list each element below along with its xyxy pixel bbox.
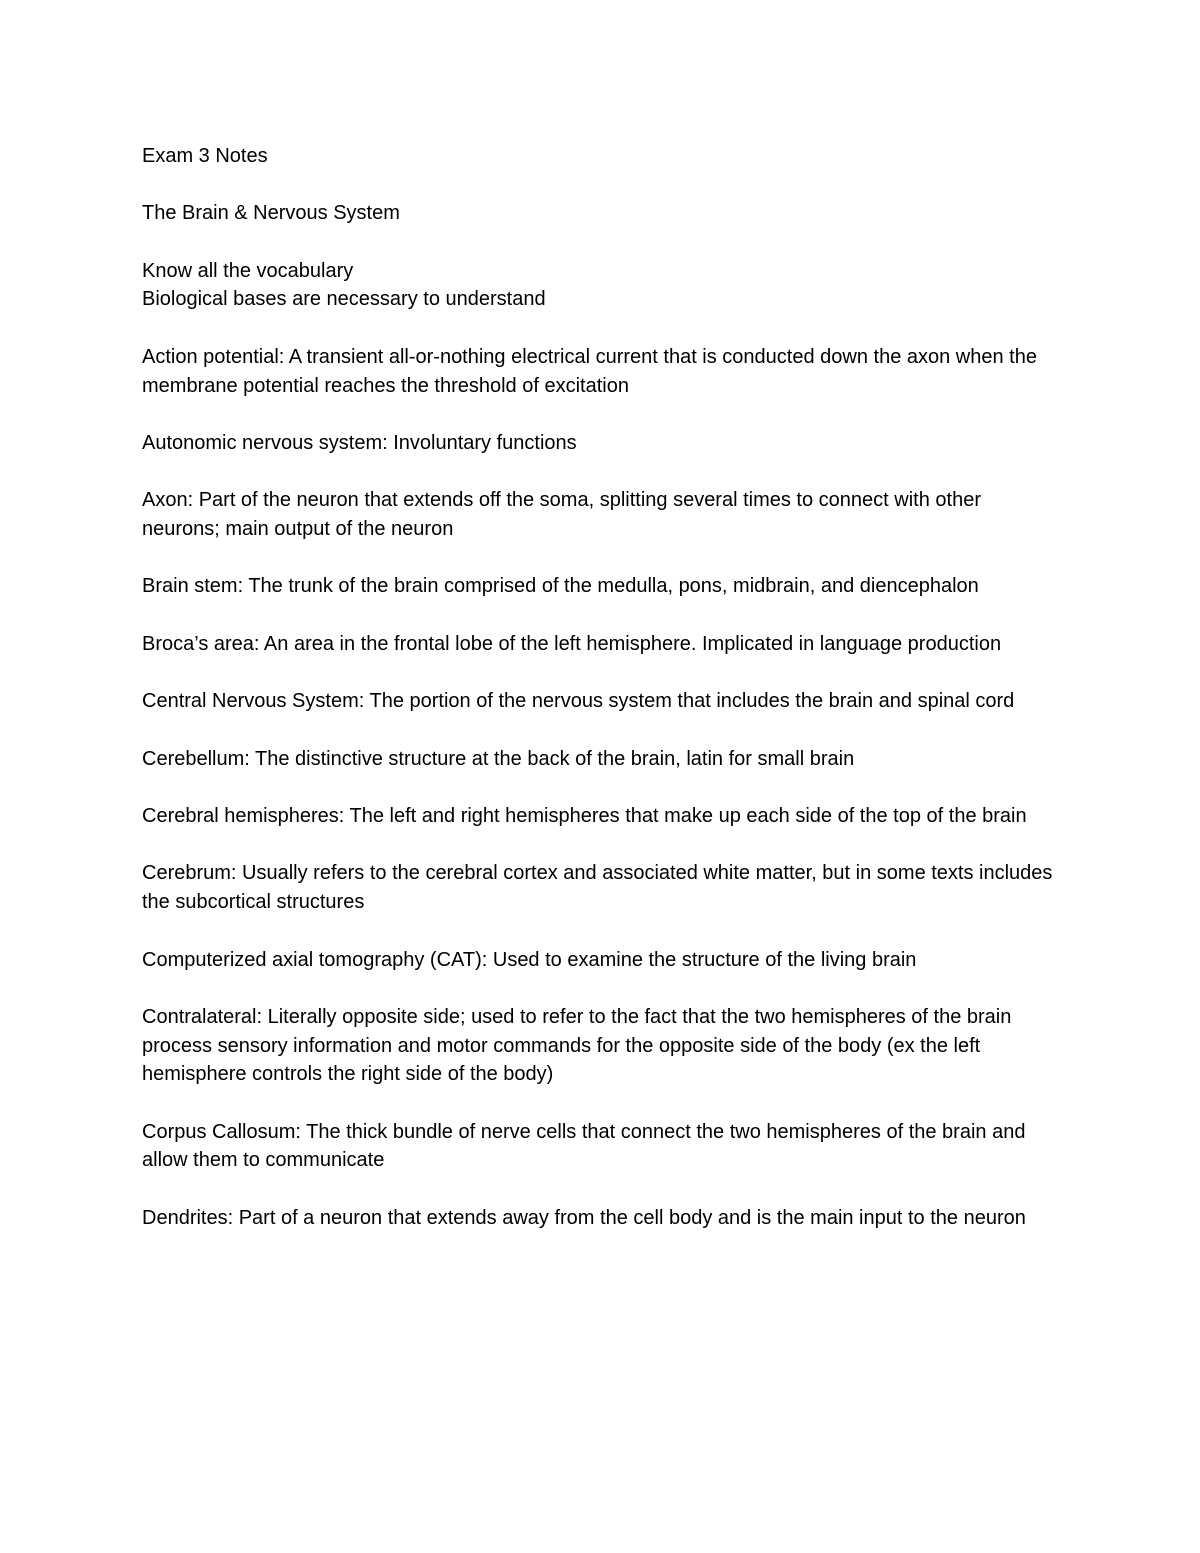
vocab-entry: Axon: Part of the neuron that extends off the soma, splitting several times to connect with other neurons; main output of the neuron xyxy=(142,489,981,541)
vocab-entry: Broca’s area: An area in the frontal lobe of the left hemisphere. Implicated in language production xyxy=(142,632,1002,655)
vocab-entry: Dendrites: Part of a neuron that extends away from the cell body and is the main input to the neuron xyxy=(142,1206,1026,1229)
spacer xyxy=(142,773,1062,802)
vocab-entry: Autonomic nervous system: Involuntary functions xyxy=(142,431,577,454)
spacer xyxy=(142,1089,1062,1118)
vocab-entry: Contralateral: Literally opposite side; used to refer to the fact that the two hemispheres of the brain process sensory information and motor commands for the opposite side of the body (ex the left hemisphere controls the right side of the body) xyxy=(142,1005,1012,1086)
spacer xyxy=(142,458,1062,487)
vocab-entry: Cerebral hemispheres: The left and right hemispheres that make up each side of the top of the brain xyxy=(142,805,1027,828)
vocab-entry: Central Nervous System: The portion of the nervous system that includes the brain and spinal cord xyxy=(142,690,1015,713)
intro-line: Biological bases are necessary to understand xyxy=(142,288,546,311)
vocab-entry: Brain stem: The trunk of the brain comprised of the medulla, pons, midbrain, and diencephalon xyxy=(142,575,979,598)
spacer xyxy=(142,314,1062,343)
spacer xyxy=(142,601,1062,630)
spacer xyxy=(142,1175,1062,1204)
spacer xyxy=(142,974,1062,1003)
spacer xyxy=(142,659,1062,688)
vocab-entry: Cerebrum: Usually refers to the cerebral cortex and associated white matter, but in some texts includes the subcortical structures xyxy=(142,862,1053,914)
spacer xyxy=(142,716,1062,745)
vocab-entry: Corpus Callosum: The thick bundle of nerve cells that connect the two hemispheres of the brain and allow them to communicate xyxy=(142,1120,1026,1172)
spacer xyxy=(142,831,1062,860)
vocab-entry: Computerized axial tomography (CAT): Used to examine the structure of the living brain xyxy=(142,948,917,971)
intro-line: Know all the vocabulary xyxy=(142,259,354,282)
spacer xyxy=(142,917,1062,946)
spacer xyxy=(142,544,1062,573)
document-content xyxy=(142,142,1062,1232)
spacer xyxy=(142,228,1062,257)
section-heading: The Brain & Nervous System xyxy=(142,202,400,225)
spacer xyxy=(142,171,1062,200)
document-title: Exam 3 Notes xyxy=(142,145,268,167)
spacer xyxy=(142,400,1062,429)
vocab-entry: Cerebellum: The distinctive structure at the back of the brain, latin for small brain xyxy=(142,747,855,770)
vocab-entry: Action potential: A transient all-or-nothing electrical current that is conducted down the axon when the membrane potential reaches the threshold of excitation xyxy=(142,345,1037,397)
